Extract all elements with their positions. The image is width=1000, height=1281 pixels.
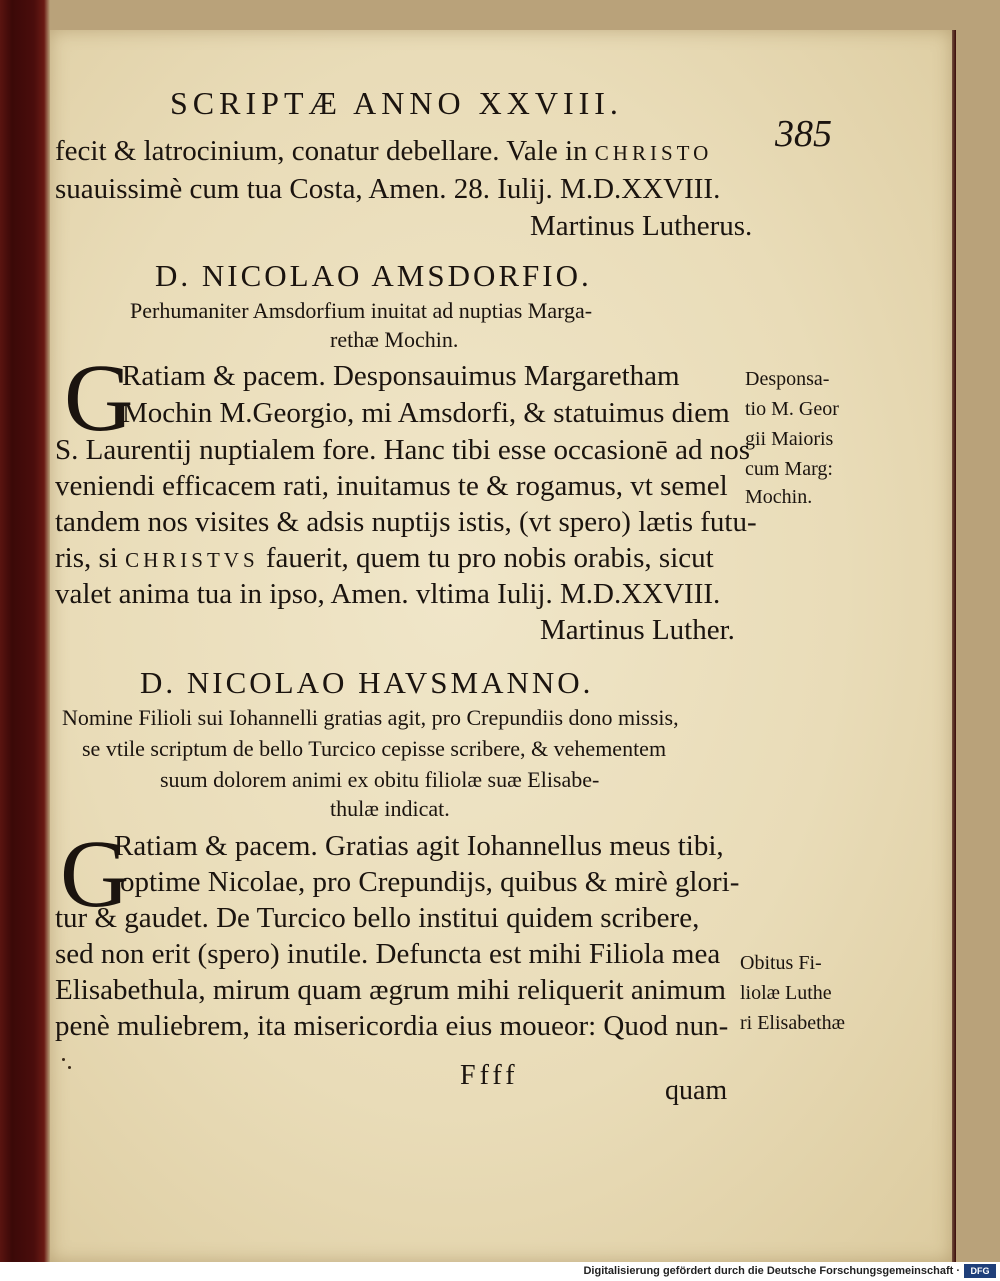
letter2-summary-2: rethæ Mochin. — [330, 327, 459, 352]
letter1-line-2: suauissimè cum tua Costa, Amen. 28. Iulij. M.D.XXVIII. — [55, 173, 721, 205]
letter2-line-4: veniendi efficacem rati, inuitamus te & rogamus, vt semel — [55, 470, 728, 502]
letter3-summary-4: thulæ indicat. — [330, 796, 450, 821]
paper-speck — [62, 1058, 65, 1061]
letter3-margin-note-1: Obitus Fi- — [740, 952, 822, 974]
letter2-margin-note-2: tio M. Geor — [745, 398, 839, 420]
letter2-line-7: valet anima tua in ipso, Amen. vltima Iulij. M.D.XXVIII. — [55, 578, 721, 610]
letter2-margin-note-3: gii Maioris — [745, 428, 834, 450]
letter2-margin-note-4: cum Marg: — [745, 458, 833, 480]
paper-speck — [68, 1066, 71, 1069]
letter3-summary-3: suum dolorem animi ex obitu filiolæ suæ Elisabe- — [160, 767, 600, 792]
letter3-line-6: penè muliebrem, ita misericordia eius moueor: Quod nun- — [55, 1010, 729, 1042]
letter2-dropcap: G — [64, 344, 134, 451]
digitization-footer — [0, 1262, 1000, 1281]
letter3-dropcap: G — [60, 820, 130, 927]
letter2-signature: Martinus Luther. — [540, 614, 735, 646]
footer-credit: Digitalisierung gefördert durch die Deutsche Forschungsgemeinschaft · — [583, 1265, 960, 1277]
letter2-text: ris, si — [55, 542, 118, 574]
letter2-line-6 — [55, 542, 714, 575]
letter3-line-3: tur & gaudet. De Turcico bello institui quidem scribere, — [55, 902, 700, 934]
letter2-title: D. NICOLAO AMSDORFIO. — [155, 258, 592, 293]
letter2-margin-note-1: Desponsa- — [745, 368, 830, 390]
running-title: SCRIPTÆ ANNO XXVIII. — [170, 85, 623, 121]
christus-smallcaps: CHRISTVS — [125, 548, 259, 572]
letter3-line-1: Ratiam & pacem. Gratias agit Iohannellus meus tibi, — [114, 830, 724, 862]
letter2-line-2: Mochin M.Georgio, mi Amsdorfi, & statuimus diem — [122, 397, 730, 429]
page-number: 385 — [775, 113, 832, 155]
letter3-title: D. NICOLAO HAVSMANNO. — [140, 665, 594, 700]
letter3-summary-1: Nomine Filioli sui Iohannelli gratias agit, pro Crepundiis dono missis, — [62, 705, 679, 730]
letter2-line-3: S. Laurentij nuptialem fore. Hanc tibi esse occasionē ad nos — [55, 434, 750, 466]
letter3-summary-2: se vtile scriptum de bello Turcico cepisse scribere, & vehementem — [82, 736, 667, 761]
letter2-line-5: tandem nos visites & adsis nuptijs istis, (vt spero) lætis futu- — [55, 506, 757, 538]
letter3-line-2: optime Nicolae, pro Crepundijs, quibus & mirè glori- — [120, 866, 740, 898]
catchword: quam — [665, 1075, 728, 1106]
letter3-margin-note-2: liolæ Luthe — [740, 982, 832, 1004]
letter1-line-1 — [55, 135, 712, 168]
letter2-margin-note-5: Mochin. — [745, 486, 813, 508]
signature-mark: Ffff — [460, 1060, 519, 1091]
letter3-margin-note-3: ri Elisabethæ — [740, 1012, 845, 1034]
dfg-logo: DFG — [964, 1264, 996, 1278]
letter3-line-5: Elisabethula, mirum quam ægrum mihi reliquerit animum — [55, 974, 726, 1006]
letter2-summary-1: Perhumaniter Amsdorfium inuitat ad nuptias Marga- — [130, 298, 593, 323]
letter3-line-4: sed non erit (spero) inutile. Defuncta est mihi Filiola mea — [55, 938, 721, 970]
letter1-text: fecit & latrocinium, conatur debellare. Vale in — [55, 135, 588, 167]
letter2-line-1: Ratiam & pacem. Desponsauimus Margaretham — [122, 360, 680, 392]
book-page — [50, 30, 952, 1262]
christo-smallcaps: CHRISTO — [594, 141, 713, 165]
letter1-signature: Martinus Lutherus. — [530, 210, 753, 242]
letter2-text: fauerit, quem tu pro nobis orabis, sicut — [265, 542, 714, 574]
